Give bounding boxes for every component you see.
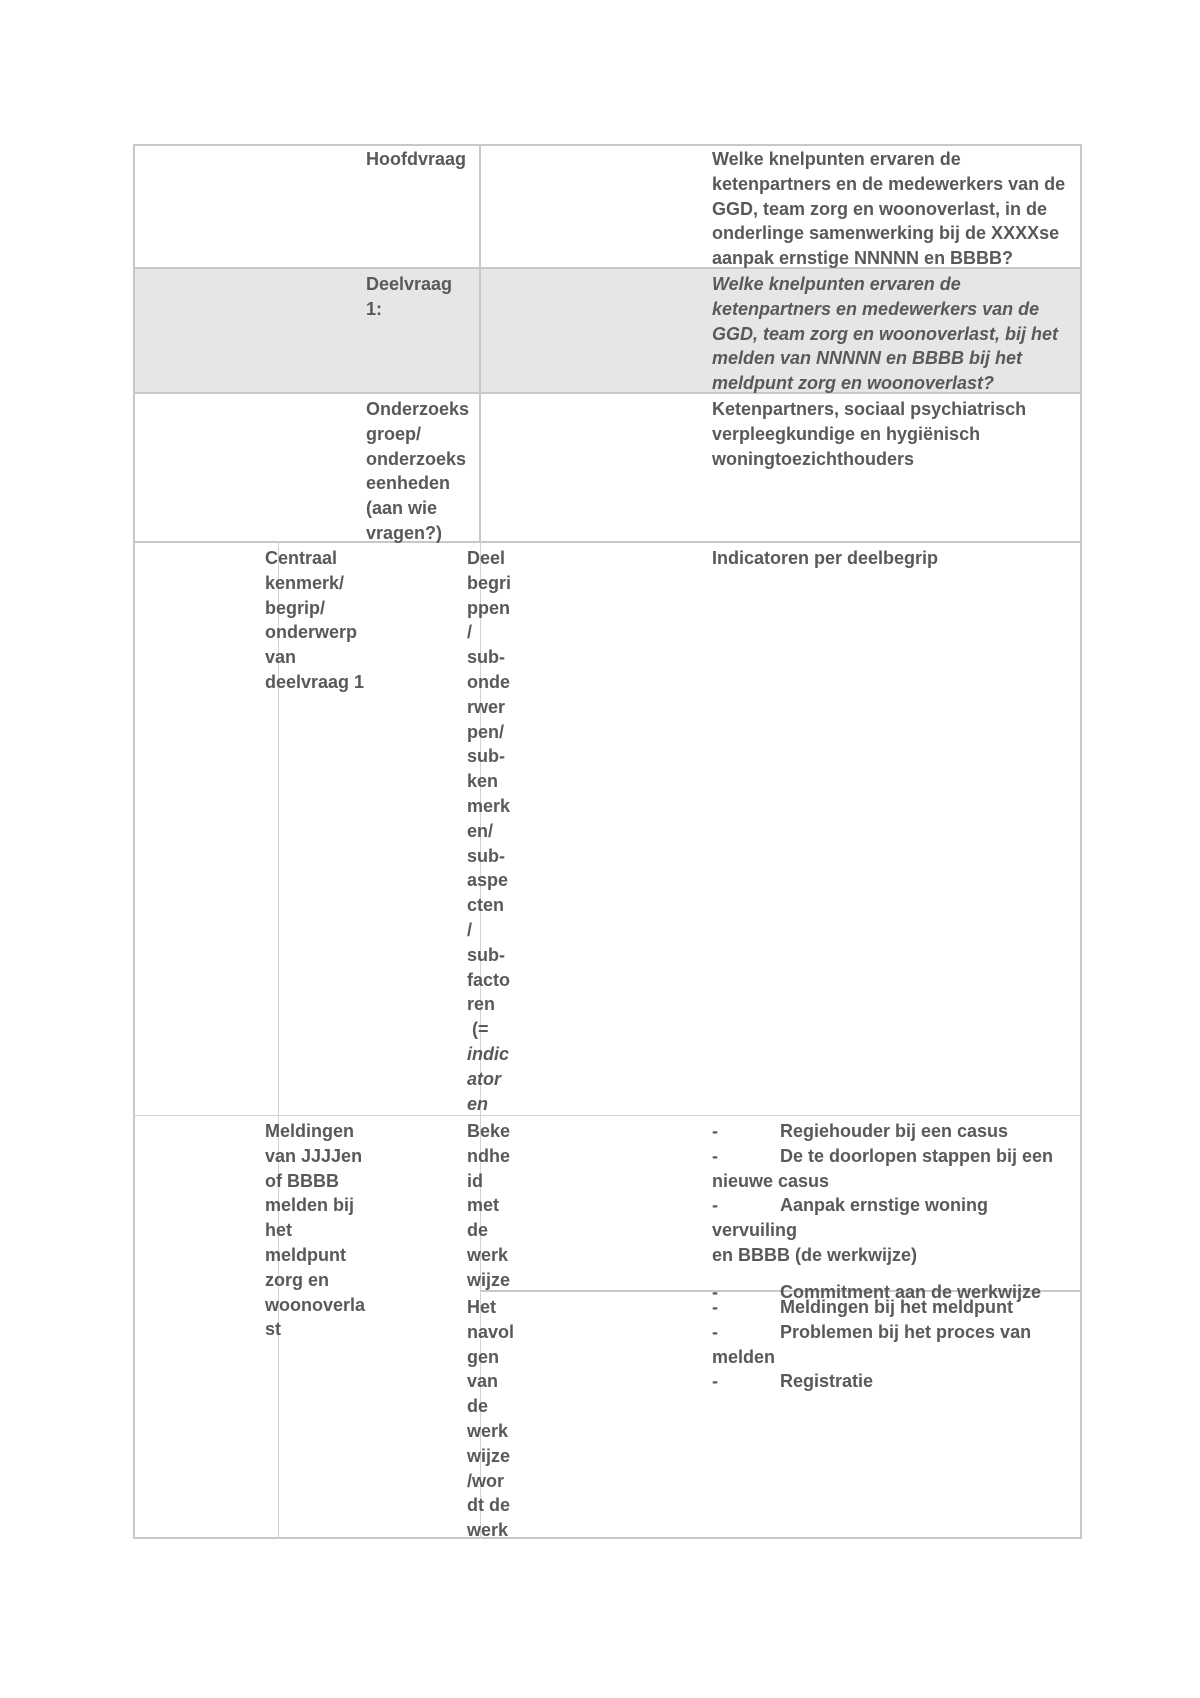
list-item-text: Problemen bij het proces van bbox=[780, 1321, 1032, 1342]
label-line: /wor bbox=[467, 1470, 505, 1491]
bekendheid-indicator-list bbox=[712, 1119, 1074, 1305]
navolgen-label bbox=[467, 1295, 527, 1543]
label-line: cten bbox=[467, 895, 505, 916]
label-line: van bbox=[265, 647, 297, 668]
label-line: werk bbox=[467, 1520, 509, 1541]
onderzoeksgroep-label bbox=[366, 397, 478, 546]
label-line: aspe bbox=[467, 870, 509, 891]
label-line: zorg en bbox=[265, 1269, 330, 1290]
centraal-kenmerk-label bbox=[265, 546, 375, 695]
label-line: de bbox=[467, 1396, 489, 1417]
indicatoren-header: Indicatoren per deelbegrip bbox=[712, 548, 939, 568]
label-line: deelvraag 1 bbox=[265, 671, 365, 692]
list-item bbox=[712, 1144, 1074, 1169]
list-item-text: Meldingen bij het meldpunt bbox=[780, 1297, 1013, 1317]
meldingen-label bbox=[265, 1119, 375, 1342]
label-line: met bbox=[467, 1195, 500, 1216]
label-line: (aan wie bbox=[366, 498, 438, 519]
label-line: sub- bbox=[467, 845, 505, 866]
column-divider bbox=[479, 144, 481, 542]
label-line: ndhe bbox=[467, 1145, 510, 1166]
label-line: wijze bbox=[467, 1445, 511, 1466]
label-line: onderwerp bbox=[265, 622, 358, 643]
label-line: gen bbox=[467, 1346, 500, 1367]
list-dash: - bbox=[712, 1121, 718, 1141]
label-line: van JJJJen bbox=[265, 1145, 363, 1166]
list-dash: - bbox=[712, 1297, 718, 1317]
hoofdvraag-label: Hoofdvraag bbox=[366, 149, 467, 169]
onderzoeksgroep-text: Ketenpartners, sociaal psychiatrisch verpleegkundige en hygiënisch woningtoezichthouders bbox=[712, 399, 1027, 469]
list-item bbox=[712, 1119, 1074, 1144]
label-line: van bbox=[467, 1371, 499, 1392]
label-line: Meldingen bbox=[265, 1121, 354, 1141]
list-spacer bbox=[712, 1268, 1074, 1280]
deelvraag-label-number: 1: bbox=[366, 298, 383, 319]
label-line: sub- bbox=[467, 746, 505, 767]
label-line: wijze bbox=[467, 1269, 511, 1290]
label-line: of BBBB bbox=[265, 1170, 339, 1191]
list-item-continuation: melden bbox=[712, 1346, 776, 1367]
label-line: (= bbox=[467, 1019, 489, 1040]
label-line: onde bbox=[467, 671, 510, 692]
label-line: Het bbox=[467, 1297, 497, 1317]
label-line: werk bbox=[467, 1244, 509, 1265]
label-line: / bbox=[467, 622, 473, 643]
label-line: sub- bbox=[467, 647, 505, 668]
list-item-continuation: en BBBB (de werkwijze) bbox=[712, 1244, 918, 1265]
list-item bbox=[712, 1320, 1074, 1345]
bekendheid-label bbox=[467, 1119, 527, 1293]
label-line: het bbox=[265, 1220, 292, 1241]
label-line: id bbox=[467, 1170, 483, 1191]
list-dash: - bbox=[712, 1281, 718, 1302]
label-line: de bbox=[467, 1220, 489, 1241]
row-divider bbox=[133, 541, 1082, 543]
list-item-text: Aanpak ernstige woning vervuiling bbox=[712, 1195, 989, 1241]
list-dash: - bbox=[712, 1145, 718, 1166]
label-line: Onderzoeks bbox=[366, 399, 470, 419]
label-line: woonoverla bbox=[265, 1294, 366, 1315]
label-line: ren bbox=[467, 994, 496, 1015]
label-line: begri bbox=[467, 572, 512, 593]
label-line: en bbox=[467, 1093, 489, 1114]
list-item-text: Regiehouder bij een casus bbox=[780, 1121, 1009, 1141]
label-line: melden bij bbox=[265, 1195, 355, 1216]
list-item-text: De te doorlopen stappen bij een bbox=[780, 1145, 1054, 1166]
row-divider bbox=[133, 1115, 1082, 1116]
label-line: onderzoeks bbox=[366, 448, 467, 469]
deelvraag-label-word: Deelvraag bbox=[366, 274, 453, 294]
label-line: sub- bbox=[467, 944, 505, 965]
label-line: merk bbox=[467, 795, 511, 816]
list-dash: - bbox=[712, 1195, 718, 1216]
deelbegrippen-label bbox=[467, 546, 527, 1116]
list-item-continuation: nieuwe casus bbox=[712, 1170, 830, 1191]
label-line: kenmerk/ bbox=[265, 572, 345, 593]
label-line: ken bbox=[467, 771, 499, 792]
label-line: rwer bbox=[467, 696, 506, 717]
navolgen-indicator-list bbox=[712, 1295, 1074, 1394]
label-line: groep/ bbox=[366, 423, 422, 444]
list-item-text: Commitment aan de werkwijze bbox=[780, 1281, 1042, 1302]
label-line: / bbox=[467, 919, 473, 940]
label-line: Beke bbox=[467, 1121, 511, 1141]
label-line: meldpunt bbox=[265, 1244, 346, 1265]
label-line: en/ bbox=[467, 820, 494, 841]
list-item bbox=[712, 1295, 1074, 1320]
label-line: dt de bbox=[467, 1495, 510, 1516]
label-line: eenheden bbox=[366, 473, 451, 494]
list-item bbox=[712, 1193, 1074, 1243]
label-line: st bbox=[265, 1319, 282, 1340]
deelvraag-text: Welke knelpunten ervaren de ketenpartners en medewerkers van de GGD, team zorg en woonoverlast, bij het melden van NNNNN en BBBB bij het meldpunt zorg en woonoverlast? bbox=[712, 274, 1059, 394]
deelvraag-label bbox=[366, 272, 476, 322]
label-line: indic bbox=[467, 1043, 510, 1064]
hoofdvraag-text: Welke knelpunten ervaren de ketenpartners en de medewerkers van de GGD, team zorg en woonoverlast, in de onderlinge samenwerking bij de XXXXse aanpak ernstige NNNNN en BBBB? bbox=[712, 149, 1066, 269]
label-line: begrip/ bbox=[265, 597, 326, 618]
label-line: Deel bbox=[467, 548, 506, 568]
list-dash: - bbox=[712, 1371, 718, 1392]
label-line: vragen?) bbox=[366, 522, 443, 543]
label-line: werk bbox=[467, 1420, 509, 1441]
label-line: ator bbox=[467, 1068, 502, 1089]
label-line: Centraal bbox=[265, 548, 338, 568]
label-line: pen/ bbox=[467, 721, 505, 742]
label-line: ppen bbox=[467, 597, 510, 618]
label-line: facto bbox=[467, 969, 511, 990]
label-line: navol bbox=[467, 1321, 515, 1342]
list-item bbox=[712, 1369, 1074, 1394]
list-item-text: Registratie bbox=[780, 1371, 874, 1392]
list-dash: - bbox=[712, 1321, 718, 1342]
